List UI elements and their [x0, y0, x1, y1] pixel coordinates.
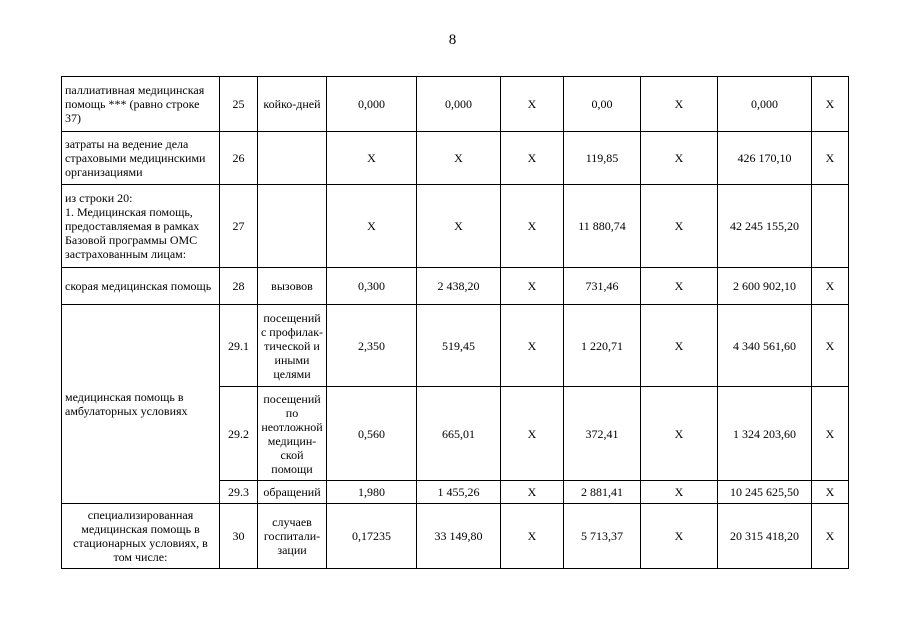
row-unit: случаев госпитали-зации: [258, 504, 327, 569]
row-cell: 0,300: [327, 268, 417, 305]
row-cell: Х: [812, 132, 849, 185]
row-cell: 119,85: [564, 132, 641, 185]
row-cell: 4 340 561,60: [718, 305, 812, 387]
row-cell: Х: [812, 268, 849, 305]
row-line-number: 29.2: [220, 387, 258, 481]
row-cell: Х: [501, 387, 564, 481]
row-cell: Х: [641, 387, 718, 481]
row-cell: Х: [641, 481, 718, 504]
row-unit: посещений по неотложной медицин-ской помощи: [258, 387, 327, 481]
row-cell: 0,000: [718, 77, 812, 132]
row-cell: Х: [501, 185, 564, 268]
row-line-number: 29.3: [220, 481, 258, 504]
row-cell: 0,17235: [327, 504, 417, 569]
row-cell: 519,45: [417, 305, 501, 387]
row-cell: Х: [641, 132, 718, 185]
row-cell: 1,980: [327, 481, 417, 504]
row-cell: Х: [417, 132, 501, 185]
row-cell: Х: [641, 504, 718, 569]
row-name: затраты на ведение дела страховыми медицинскими организациями: [62, 132, 220, 185]
row-cell: Х: [641, 268, 718, 305]
row-line-number: 29.1: [220, 305, 258, 387]
row-cell: Х: [812, 481, 849, 504]
row-cell: 11 880,74: [564, 185, 641, 268]
row-cell: 0,000: [327, 77, 417, 132]
row-cell: Х: [812, 305, 849, 387]
row-cell: Х: [501, 77, 564, 132]
row-cell: 2 881,41: [564, 481, 641, 504]
row-unit: обращений: [258, 481, 327, 504]
page-number: 8: [448, 32, 457, 48]
row-cell: 1 324 203,60: [718, 387, 812, 481]
row-cell: Х: [417, 185, 501, 268]
row-unit: [258, 185, 327, 268]
table-row: [62, 132, 849, 185]
row-cell: Х: [812, 77, 849, 132]
row-cell: 2 438,20: [417, 268, 501, 305]
row-cell: 10 245 625,50: [718, 481, 812, 504]
table-row: [62, 268, 849, 305]
row-cell: Х: [501, 504, 564, 569]
row-cell: Х: [327, 185, 417, 268]
row-unit: койко-дней: [258, 77, 327, 132]
table-row: [62, 504, 849, 569]
row-cell: Х: [812, 387, 849, 481]
row-cell: Х: [501, 305, 564, 387]
financing-table: [61, 76, 849, 569]
row-cell: Х: [501, 268, 564, 305]
row-line-number: 27: [220, 185, 258, 268]
row-cell: 20 315 418,20: [718, 504, 812, 569]
row-name: медицинская помощь в амбулаторных условиях: [62, 305, 220, 504]
table-row: [62, 185, 849, 268]
row-line-number: 25: [220, 77, 258, 132]
row-cell: 665,01: [417, 387, 501, 481]
row-cell: 0,00: [564, 77, 641, 132]
row-cell: Х: [812, 504, 849, 569]
row-cell: 0,000: [417, 77, 501, 132]
row-unit: [258, 132, 327, 185]
row-cell: Х: [501, 481, 564, 504]
row-cell: Х: [641, 305, 718, 387]
row-line-number: 26: [220, 132, 258, 185]
row-cell: 0,560: [327, 387, 417, 481]
table-row: [62, 77, 849, 132]
row-cell: [812, 185, 849, 268]
row-cell: Х: [327, 132, 417, 185]
table-row: [62, 305, 849, 387]
row-cell: Х: [501, 132, 564, 185]
row-cell: 1 455,26: [417, 481, 501, 504]
row-line-number: 30: [220, 504, 258, 569]
row-cell: 426 170,10: [718, 132, 812, 185]
row-line-number: 28: [220, 268, 258, 305]
row-cell: 42 245 155,20: [718, 185, 812, 268]
row-name: из строки 20: 1. Медицинская помощь, предоставляемая в рамках Базовой программы ОМС застрахованным лицам:: [62, 185, 220, 268]
row-cell: 2,350: [327, 305, 417, 387]
row-cell: 33 149,80: [417, 504, 501, 569]
row-cell: 731,46: [564, 268, 641, 305]
row-cell: Х: [641, 77, 718, 132]
row-cell: Х: [641, 185, 718, 268]
row-unit: вызовов: [258, 268, 327, 305]
row-name: специализированная медицинская помощь в стационарных условиях, в том числе:: [62, 504, 220, 569]
row-cell: 372,41: [564, 387, 641, 481]
row-cell: 1 220,71: [564, 305, 641, 387]
row-name: паллиативная медицинская помощь *** (равно строке 37): [62, 77, 220, 132]
row-cell: 5 713,37: [564, 504, 641, 569]
row-cell: 2 600 902,10: [718, 268, 812, 305]
row-name: скорая медицинская помощь: [62, 268, 220, 305]
row-unit: посещений с профилак-тической и иными целями: [258, 305, 327, 387]
